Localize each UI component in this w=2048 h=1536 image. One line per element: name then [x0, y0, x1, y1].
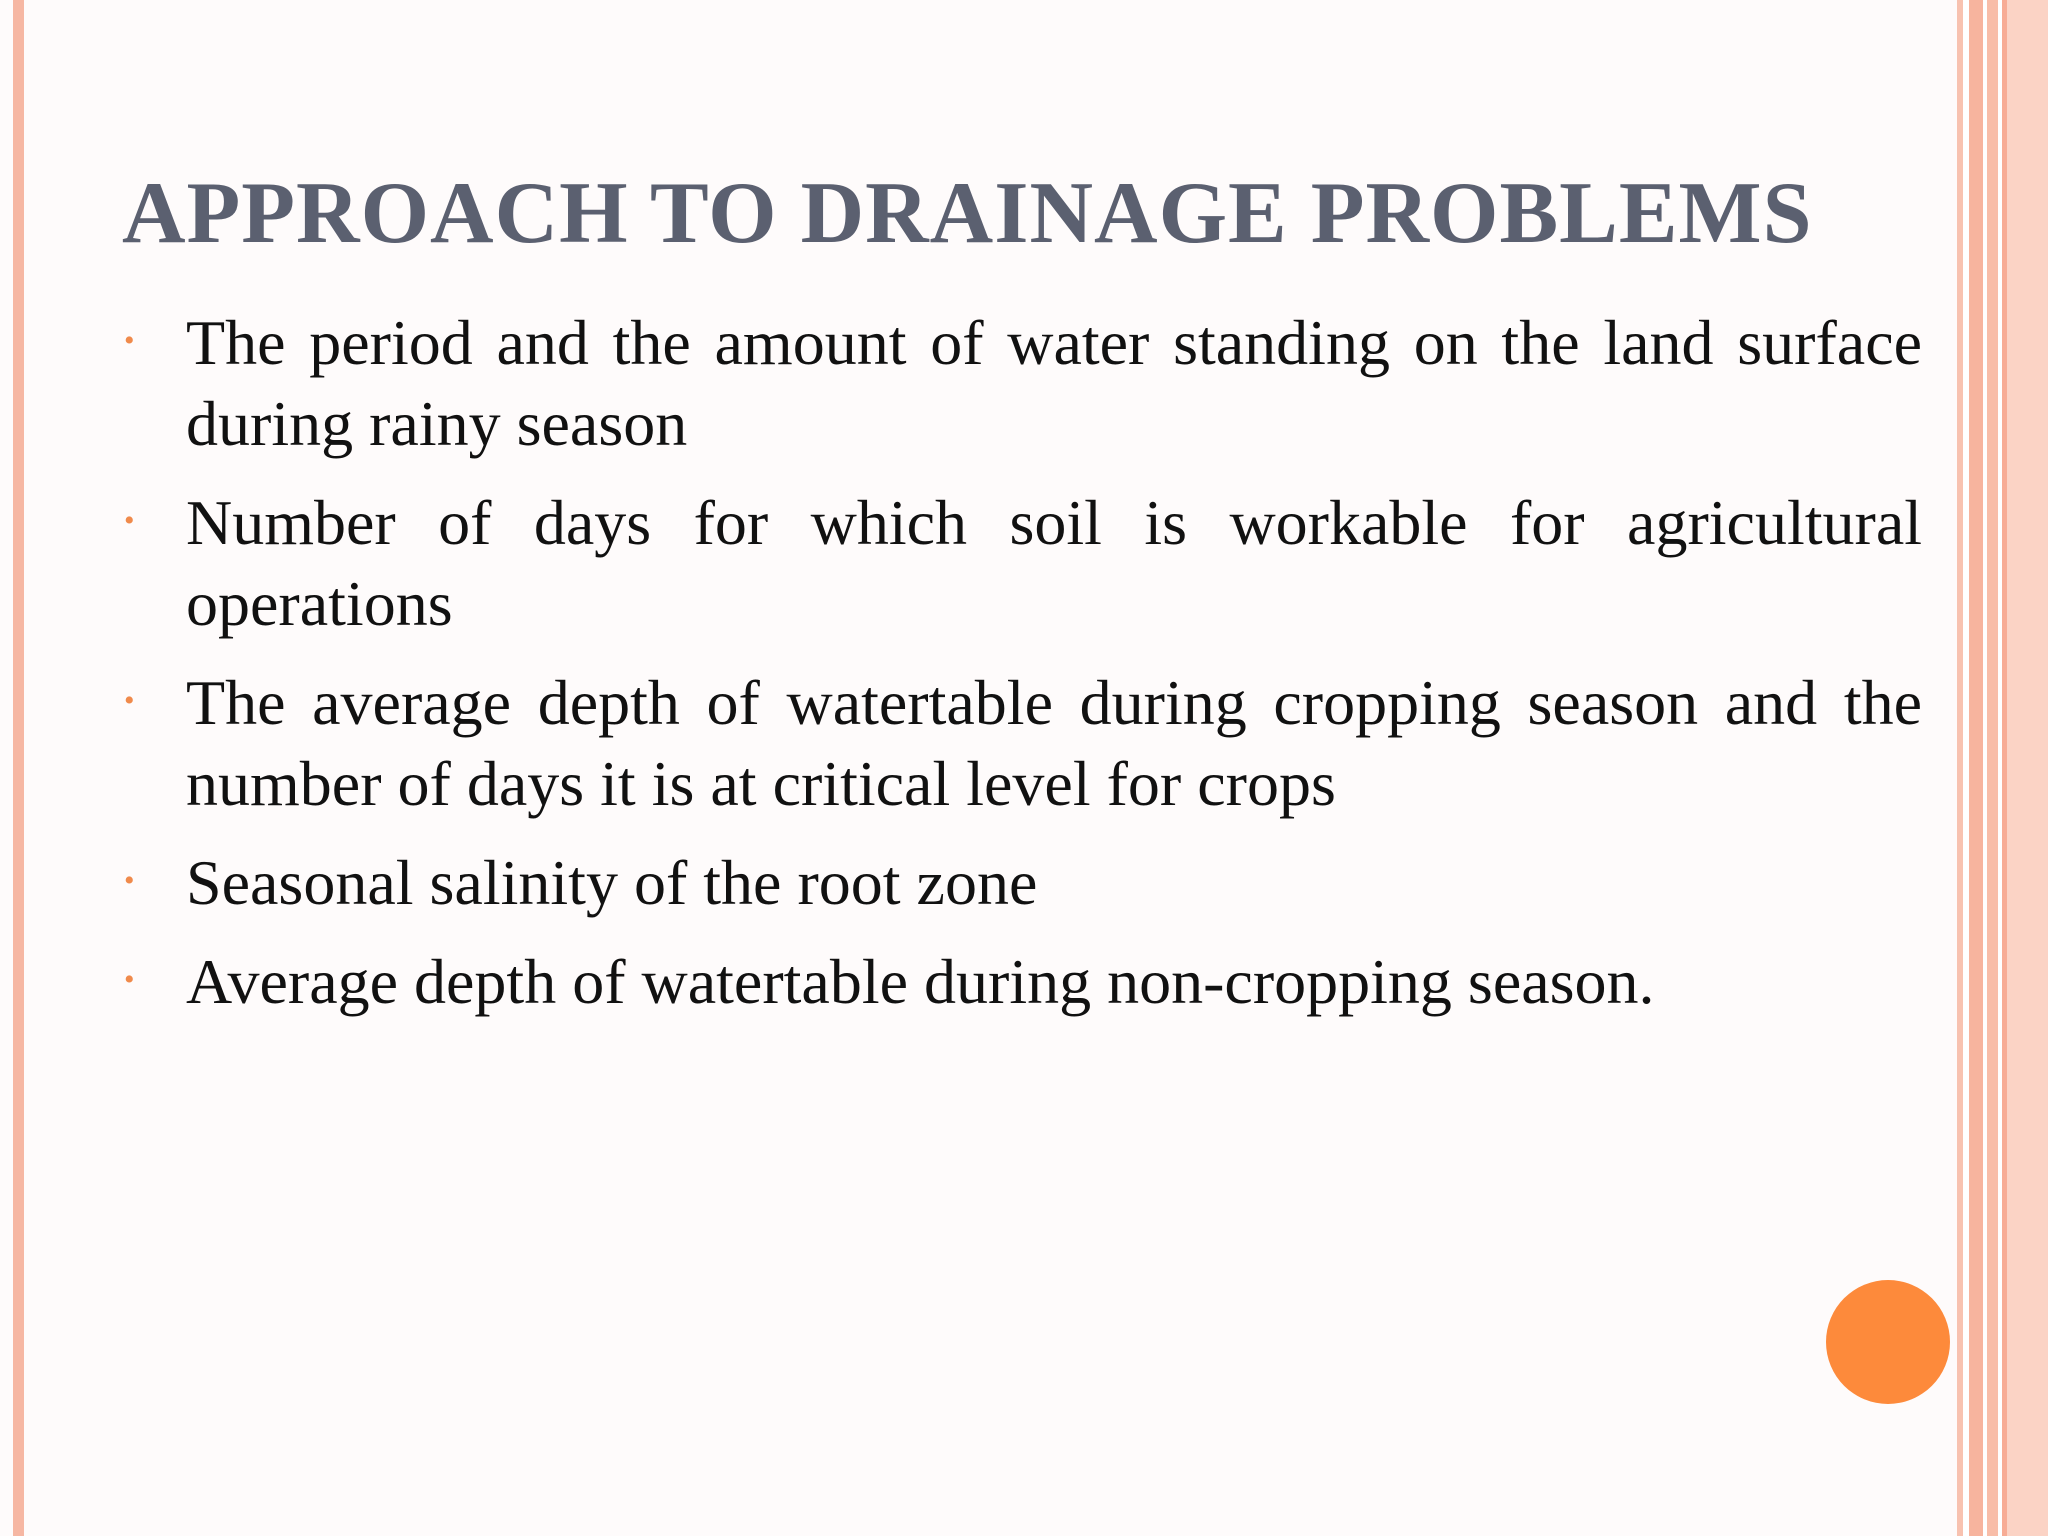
right-decorative-stripe [1969, 0, 1983, 1536]
slide-title: APPROACH TO DRAINAGE PROBLEMS [122, 165, 1813, 262]
bullet-icon: • [124, 324, 135, 357]
bullet-list [122, 302, 1922, 1040]
bullet-item [122, 941, 1922, 1022]
bullet-text: The average depth of watertable during cropping season and the number of days it is at critical level for crops [186, 667, 1922, 819]
bullet-icon: • [124, 963, 135, 996]
bullet-icon: • [124, 684, 135, 717]
bullet-item [122, 662, 1922, 824]
bullet-text: Number of days for which soil is workable for agricultural operations [186, 487, 1922, 639]
bullet-icon: • [124, 504, 135, 537]
bullet-icon: • [124, 864, 135, 897]
bullet-item [122, 302, 1922, 464]
accent-circle-icon [1826, 1280, 1950, 1404]
bullet-text: Average depth of watertable during non-cropping season. [186, 946, 1655, 1017]
bullet-item [122, 482, 1922, 644]
bullet-text: Seasonal salinity of the root zone [186, 847, 1038, 918]
bullet-item [122, 842, 1922, 923]
right-decorative-stripe [1987, 0, 1998, 1536]
right-decorative-band [2007, 0, 2048, 1536]
bullet-text: The period and the amount of water standing on the land surface during rainy season [186, 307, 1922, 459]
left-decorative-stripe [13, 0, 24, 1536]
